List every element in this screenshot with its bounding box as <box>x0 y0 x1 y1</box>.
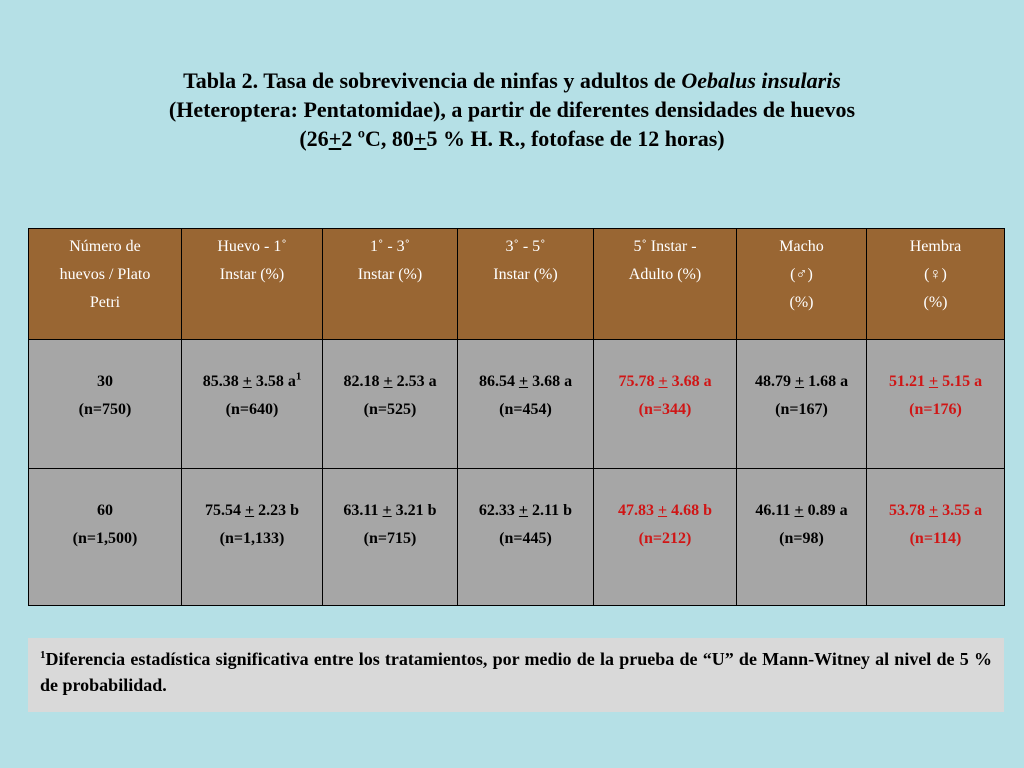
title-text: 2 ºC, 80 <box>341 126 414 151</box>
column-header-line: (%) <box>923 294 948 311</box>
sample-size: (n=176) <box>909 401 962 418</box>
std-error-value: 2.23 b <box>258 502 300 519</box>
column-header-line: 3˚ - 5˚ <box>505 238 546 255</box>
std-error-value: 4.68 b <box>671 502 713 519</box>
survival-value <box>184 497 320 525</box>
title-line-3 <box>60 124 964 153</box>
footnote-text: Diferencia estadística significativa entre los tratamientos, por medio de la prueba de “U” de Mann-Witney al nivel de 5 % de probabilidad. <box>40 649 992 695</box>
survival-value <box>869 497 1002 525</box>
sample-size: (n=1,133) <box>219 530 285 547</box>
mean-value: 62.33 <box>478 502 515 519</box>
column-header-line: Petri <box>89 294 121 311</box>
footnote-marker: 1 <box>295 370 302 383</box>
sample-size: (n=167) <box>775 401 828 418</box>
plus-minus-sign: + <box>794 373 805 390</box>
survival-value <box>739 497 864 525</box>
title-text: 5 % H. R., fotofase de 12 horas) <box>426 126 725 151</box>
std-error-value: 2.53 a <box>396 373 437 390</box>
std-error-value: 3.21 b <box>395 502 437 519</box>
survival-cell <box>594 469 737 606</box>
survival-cell <box>867 469 1005 606</box>
column-header-line: Número de <box>69 238 141 255</box>
column-header-line: huevos / Plato <box>59 266 151 283</box>
sample-size: (n=454) <box>499 401 552 418</box>
std-error-value: 3.55 a <box>942 502 983 519</box>
column-header <box>737 229 867 340</box>
column-header-line: Huevo - 1˚ <box>217 238 287 255</box>
survival-cell <box>737 340 867 469</box>
plus-minus-sign: + <box>328 126 342 151</box>
title-text: (26 <box>299 126 329 151</box>
column-header-line: Instar (%) <box>493 266 558 283</box>
survival-value <box>460 497 591 525</box>
plus-minus-sign: + <box>657 502 668 519</box>
survival-cell <box>458 340 594 469</box>
survival-value <box>596 368 734 396</box>
survival-table <box>28 228 1005 606</box>
survival-cell <box>867 340 1005 469</box>
sample-size: (n=750) <box>78 401 132 418</box>
table-title <box>60 66 964 153</box>
column-header-line: 1˚ - 3˚ <box>370 238 410 255</box>
std-error-value: 5.15 a <box>942 373 983 390</box>
mean-value: 47.83 <box>617 502 654 519</box>
column-header-line: Instar (%) <box>357 266 423 283</box>
title-text: Tabla 2. Tasa de sobrevivencia de ninfas y adultos de <box>183 68 682 93</box>
survival-value <box>460 368 591 396</box>
column-header <box>323 229 458 340</box>
sample-size: (n=525) <box>363 401 417 418</box>
mean-value: 86.54 <box>478 373 515 390</box>
title-line-1 <box>60 66 964 95</box>
mean-value: 63.11 <box>343 502 379 519</box>
density-cell <box>29 469 182 606</box>
mean-value: 53.78 <box>888 502 925 519</box>
plus-minus-sign: + <box>658 373 668 390</box>
mean-value: 48.79 <box>754 373 791 390</box>
density-cell <box>29 340 182 469</box>
std-error-value: 1.68 a <box>808 373 849 390</box>
sample-size: (n=212) <box>638 530 692 547</box>
mean-value: 75.78 <box>618 373 655 390</box>
mean-value: 85.38 <box>202 373 239 390</box>
std-error-value: 2.11 b <box>532 502 573 519</box>
column-header <box>29 229 182 340</box>
column-header <box>458 229 594 340</box>
column-header-line: Adulto (%) <box>628 266 702 283</box>
std-error-value: 3.58 a <box>255 373 296 390</box>
mean-value: 82.18 <box>343 373 380 390</box>
column-header-line: (%) <box>789 294 814 311</box>
survival-cell <box>323 340 458 469</box>
survival-cell <box>737 469 867 606</box>
column-header-line: Macho <box>779 238 824 255</box>
column-header <box>594 229 737 340</box>
sample-size: (n=640) <box>225 401 279 418</box>
plus-minus-sign: + <box>382 502 392 519</box>
survival-cell <box>182 469 323 606</box>
species-name: Oebalus insularis <box>681 68 841 93</box>
survival-value <box>596 497 734 525</box>
sample-size: (n=1,500) <box>72 530 138 547</box>
plus-minus-sign: + <box>413 126 427 151</box>
survival-value <box>869 368 1002 396</box>
std-error-value: 0.89 a <box>807 502 848 519</box>
mean-value: 51.21 <box>888 373 925 390</box>
table-row <box>29 340 1005 469</box>
mean-value: 46.11 <box>755 502 791 519</box>
egg-density-value: 30 <box>97 373 113 390</box>
plus-minus-sign: + <box>928 373 939 390</box>
survival-value <box>325 497 455 525</box>
plus-minus-sign: + <box>518 373 529 390</box>
sample-size: (n=98) <box>779 530 824 547</box>
survival-value <box>184 368 320 396</box>
egg-density-value: 60 <box>97 502 113 519</box>
survival-cell <box>323 469 458 606</box>
plus-minus-sign: + <box>794 502 804 519</box>
survival-value <box>325 368 455 396</box>
title-line-2: (Heteroptera: Pentatomidae), a partir de diferentes densidades de huevos <box>168 97 856 122</box>
plus-minus-sign: + <box>244 502 255 519</box>
sample-size: (n=445) <box>499 530 552 547</box>
sample-size: (n=715) <box>363 530 417 547</box>
sample-size: (n=114) <box>909 530 962 547</box>
header-row <box>29 229 1005 340</box>
std-error-value: 3.68 a <box>532 373 573 390</box>
column-header-line: Hembra <box>909 238 962 255</box>
plus-minus-sign: + <box>518 502 529 519</box>
column-header <box>182 229 323 340</box>
std-error-value: 3.68 a <box>671 373 712 390</box>
plus-minus-sign: + <box>242 373 252 390</box>
footnote-marker: 1 <box>40 649 46 661</box>
column-header-line: (♂) <box>790 266 813 283</box>
footnote <box>28 638 1004 712</box>
plus-minus-sign: + <box>383 373 393 390</box>
sample-size: (n=344) <box>638 401 692 418</box>
column-header-line: Instar (%) <box>219 266 285 283</box>
column-header-line: (♀) <box>924 266 947 283</box>
survival-cell <box>594 340 737 469</box>
survival-cell <box>182 340 323 469</box>
survival-value <box>739 368 864 396</box>
column-header-line: 5˚ Instar - <box>633 238 697 255</box>
plus-minus-sign: + <box>928 502 939 519</box>
mean-value: 75.54 <box>204 502 241 519</box>
table-row <box>29 469 1005 606</box>
survival-cell <box>458 469 594 606</box>
column-header <box>867 229 1005 340</box>
